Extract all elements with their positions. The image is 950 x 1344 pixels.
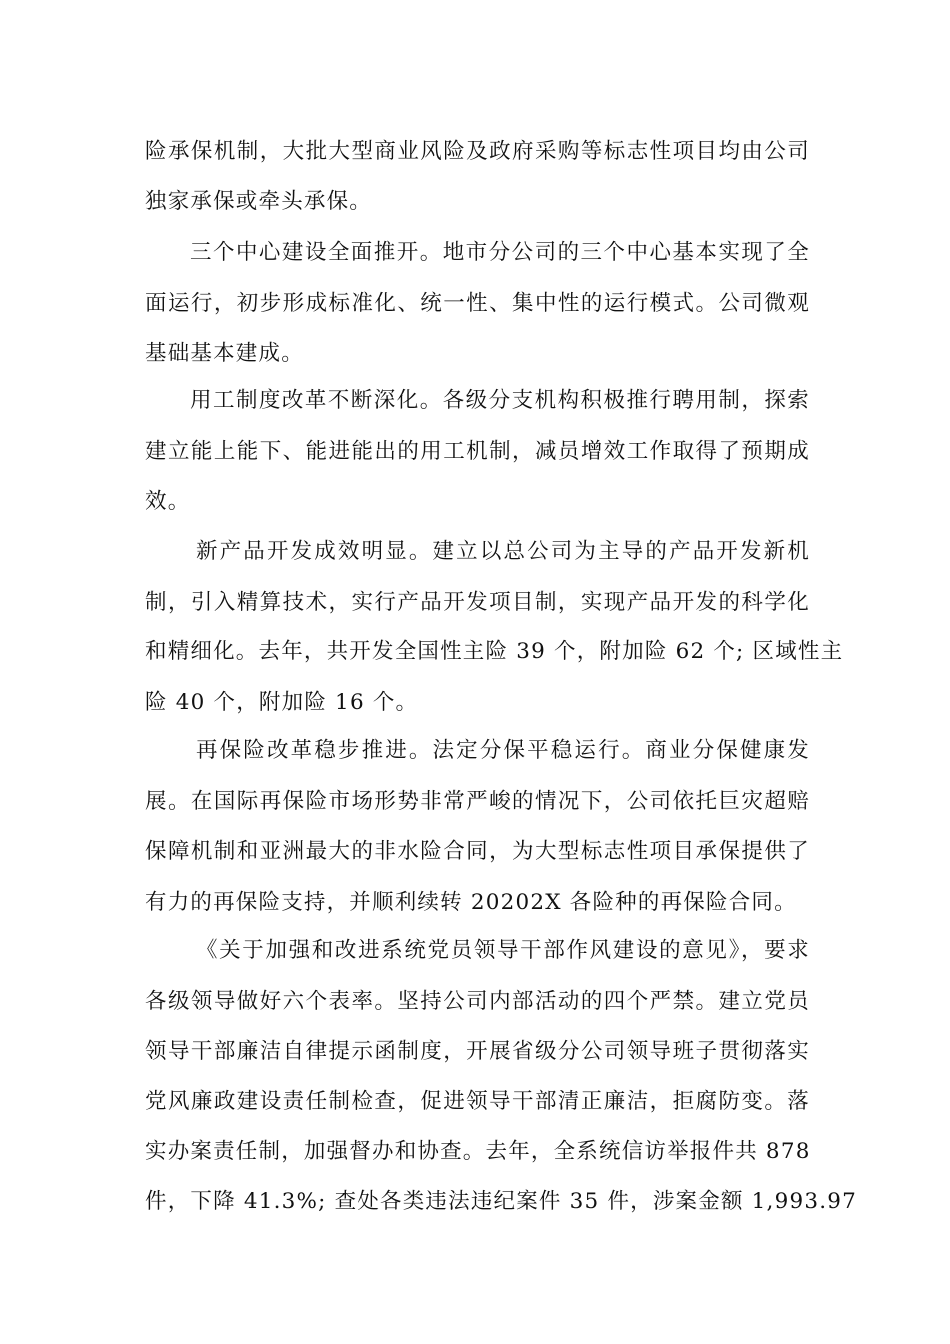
paragraph-line: 《关于加强和改进系统党员领导干部作风建设的意见》，要求 <box>196 938 810 963</box>
paragraph-line: 保障机制和亚洲最大的非水险合同，为大型标志性项目承保提供了 <box>145 839 810 864</box>
paragraph-line: 独家承保或牵头承保。 <box>145 189 373 214</box>
paragraph-line: 三个中心建设全面推开。地市分公司的三个中心基本实现了全 <box>190 240 810 265</box>
paragraph-line: 建立能上能下、能进能出的用工机制，减员增效工作取得了预期成 <box>145 439 810 464</box>
paragraph-line: 展。在国际再保险市场形势非常严峻的情况下，公司依托巨灾超赔 <box>145 789 810 814</box>
paragraph-line: 险承保机制，大批大型商业风险及政府采购等标志性项目均由公司 <box>145 139 810 164</box>
paragraph-line: 各级领导做好六个表率。坚持公司内部活动的四个严禁。建立党员 <box>145 989 810 1014</box>
paragraph-line: 党风廉政建设责任制检查，促进领导干部清正廉洁，拒腐防变。落 <box>145 1089 810 1114</box>
paragraph-line: 件，下降 41.3%; 查处各类违法违纪案件 35 件，涉案金额 1,993.97 <box>145 1189 858 1214</box>
paragraph-line: 有力的再保险支持，并顺利续转 20202X 各险种的再保险合同。 <box>145 890 797 915</box>
paragraph-line: 基础基本建成。 <box>145 341 304 366</box>
paragraph-line: 领导干部廉洁自律提示函制度，开展省级分公司领导班子贯彻落实 <box>145 1039 810 1064</box>
paragraph-line: 效。 <box>145 489 191 514</box>
paragraph-line: 用工制度改革不断深化。各级分支机构积极推行聘用制，探索 <box>190 388 810 413</box>
paragraph-line: 再保险改革稳步推进。法定分保平稳运行。商业分保健康发 <box>196 738 810 763</box>
paragraph-line: 实办案责任制，加强督办和协查。去年，全系统信访举报件共 878 <box>145 1139 811 1164</box>
paragraph-line: 新产品开发成效明显。建立以总公司为主导的产品开发新机 <box>196 539 810 564</box>
paragraph-line: 险 40 个，附加险 16 个。 <box>145 690 419 715</box>
paragraph-line: 和精细化。去年，共开发全国性主险 39 个，附加险 62 个; 区域性主 <box>145 639 844 664</box>
paragraph-line: 制，引入精算技术，实行产品开发项目制，实现产品开发的科学化 <box>145 590 810 615</box>
paragraph-line: 面运行，初步形成标准化、统一性、集中性的运行模式。公司微观 <box>145 291 810 316</box>
